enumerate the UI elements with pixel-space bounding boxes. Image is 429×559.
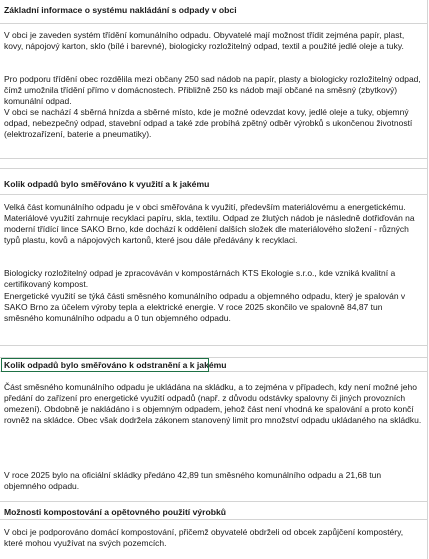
column-gridline — [427, 0, 428, 559]
active-cell-selection — [1, 358, 209, 372]
heading-composting: Možnosti kompostování a opětovného použití výrobků — [4, 507, 227, 517]
cell-heading-composting[interactable] — [0, 502, 427, 520]
cell-body-disposal[interactable] — [0, 372, 427, 502]
paragraph-recovery-2: Biologicky rozložitelný odpad je zpracováván v kompostárnách KTS Ekologie s.r.o., kde vzniká kvalitní a certifikovaný kompost. — [4, 268, 396, 290]
cell-heading-basic-info[interactable] — [0, 0, 427, 24]
paragraph-composting-1: V obci je podporováno domácí kompostování, přičemž obyvatelé obdrželi od obcek zapůjčení kompostéry, které mohou využívat na svých pozemcích. — [4, 527, 404, 549]
paragraph-recovery-3: Energetické využití se týká části směsného komunálního odpadu a objemného odpadu, který je spalován v SAKO Brno za účelem výroby tepla a elektrické energie. V roce 2025 skončilo ve spalovně 84,87 tun směsného komunálního odpadu a 0 tun objemného odpadu. — [4, 291, 406, 324]
cell-heading-recovery[interactable] — [0, 159, 427, 169]
cell-body-basic-info[interactable] — [0, 24, 427, 159]
paragraph-basic-info-2: Pro podporu třídění obec rozdělila mezi občany 250 sad nádob na papír, plasty a biologicky rozložitelný odpad, čímž umožnila třídění přímo v domácnostech. Přibližně 250 ks nádob mají občané na směsný (zbytkový) komunální odpad. — [4, 74, 421, 107]
paragraph-basic-info-3: V obci se nachází 4 sběrná hnízda a sběrné místo, kde je možné odevzdat kovy, jedlé oleje a tuky, objemný odpad, nebezpečný odpad, stavební odpad a také zde probíhá zpětný odběr výrobků s ukončenou životností (elektrozařízení, baterie a pneumatiky). — [4, 107, 413, 140]
heading-basic-info: Základní informace o systému nakládání s odpady v obci — [4, 5, 237, 15]
cell-body-recovery[interactable] — [0, 195, 427, 346]
cell-body-composting[interactable] — [0, 520, 427, 559]
paragraph-disposal-2: V roce 2025 bylo na oficiální skládky předáno 42,89 tun směsného komunálního odpadu a 21,68 tun objemného odpadu. — [4, 470, 382, 492]
heading-disposal: Kolik odpadů bylo směřováno k odstranění a k jakému — [4, 360, 227, 370]
paragraph-disposal-1: Část směsného komunálního odpadu je ukládána na skládku, a to zejména v případech, kdy není možné jeho předání do zařízení pro energetické využití odpadů (např. z důvodu odstávky spalovny či jiných provozních omezení). Obdobně je nakládáno i s objemným odpadem, jehož část není vhodná ke spalování a proto končí rovněž na skládce. Obec však dodržela zákonem stanovený limit pro množství odpadu ukládaného na skládku. — [4, 382, 422, 426]
paragraph-recovery-1: Velká část komunálního odpadu je v obci směřována k využití, především materiálovému a energetickému. Materiálové využití zahrnuje recyklaci papíru, skla, textilu. Odpad ze žlutých nádob je následně dotřiďován na moderní třídící lince SAKO Brno, kde dochází k oddělení dalších složek dle materiálového složení - různých typů plastu, kovů a nápojových kartonů, které jsou dále předávány k recyklaci. — [4, 202, 415, 246]
cell-heading-recovery-title[interactable] — [0, 169, 427, 195]
paragraph-basic-info-1: V obci je zaveden systém třídění komunálního odpadu. Obyvatelé mají možnost třídit zejména papír, plast, kovy, nápojový karton, sklo (bílé i barevné), biologicky rozložitelný odpad, textil a použité jedlé oleje a tuky. — [4, 30, 405, 52]
heading-recovery: Kolik odpadů bylo směřováno k využití a k jakému — [4, 179, 210, 189]
cell-spacer-disposal[interactable] — [0, 346, 427, 358]
